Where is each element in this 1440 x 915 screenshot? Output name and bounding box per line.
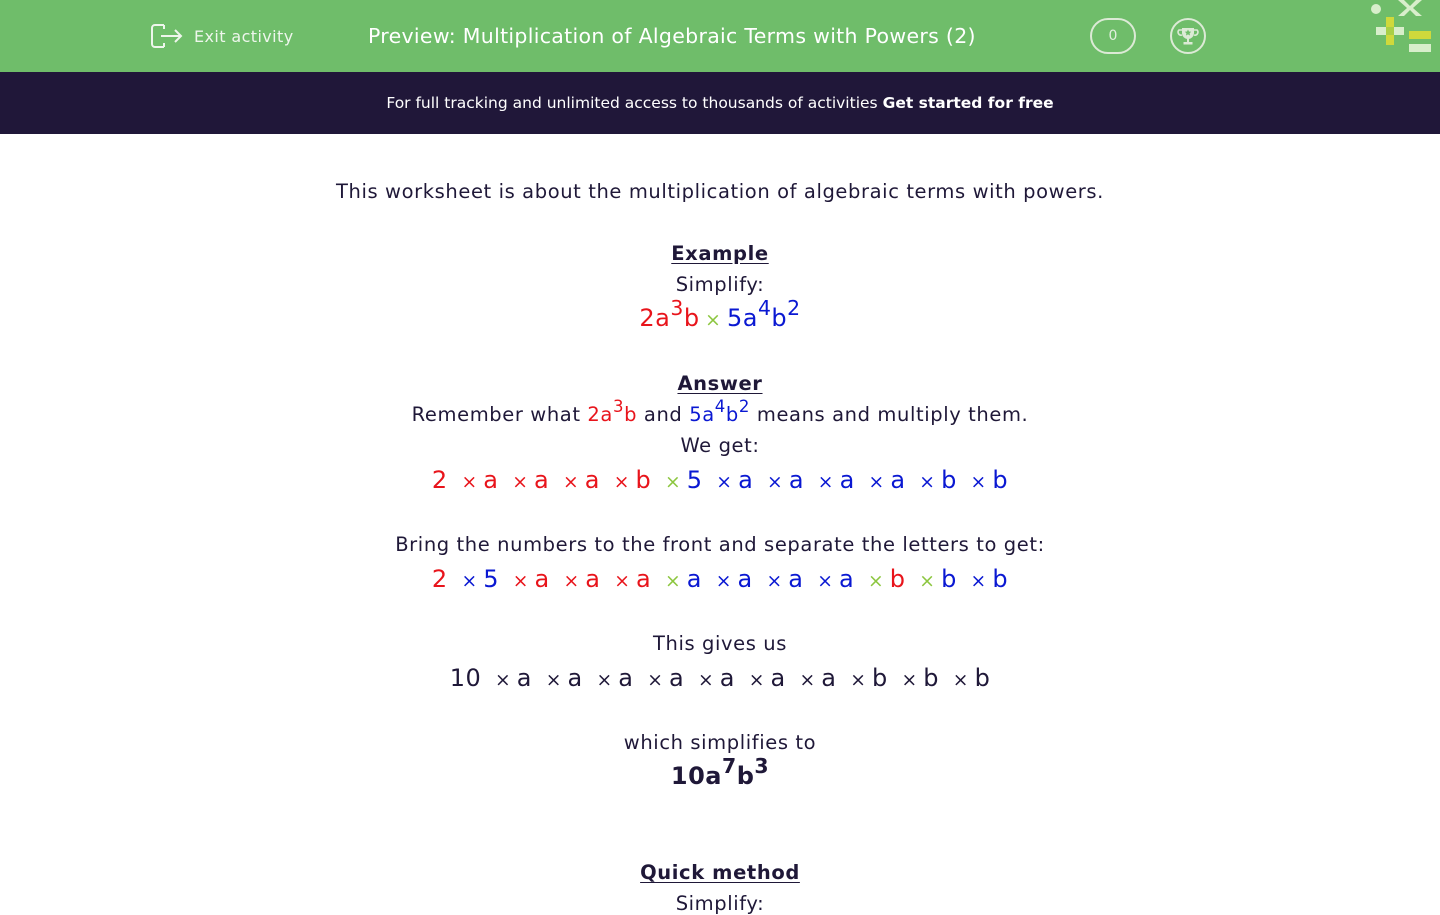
math-token: a: [686, 565, 703, 593]
times-sign: ×: [512, 571, 529, 592]
math-token: b: [974, 664, 991, 692]
times-sign: ×: [817, 472, 834, 493]
times-sign: ×: [647, 670, 664, 691]
times-sign: ×: [817, 571, 834, 592]
math-token: a: [618, 664, 634, 692]
math-token: 2: [431, 466, 448, 494]
trophy-icon: [1177, 25, 1199, 47]
example-heading: Example: [671, 242, 769, 265]
intro-text: This worksheet is about the multiplication of algebraic terms with powers.: [336, 180, 1104, 203]
top-bar: [0, 0, 1440, 72]
gives-text: This gives us: [652, 632, 788, 655]
math-token: a: [636, 565, 652, 593]
times-sign: ×: [596, 670, 613, 691]
times-sign: ×: [799, 670, 816, 691]
times-sign: ×: [767, 472, 784, 493]
times-sign: ×: [664, 472, 682, 493]
times-sign: ×: [850, 670, 867, 691]
times-sign: ×: [562, 472, 580, 493]
math-token: a: [788, 565, 804, 593]
math-token: a: [483, 466, 499, 494]
term-two: $5a^4b^2$: [726, 295, 801, 332]
expanded-expression: [0, 466, 1440, 494]
times-sign: ×: [952, 670, 969, 691]
math-token: a: [585, 565, 601, 593]
bring-text: Bring the numbers to the front and separate the letters to get:: [395, 533, 1045, 556]
exit-activity-button[interactable]: [150, 20, 294, 52]
math-token: a: [839, 466, 855, 494]
math-token: a: [669, 664, 685, 692]
term-one: $2a^3b$: [639, 295, 700, 332]
math-token: a: [584, 466, 600, 494]
simplify-label: Simplify:: [675, 273, 765, 296]
math-token: a: [788, 466, 805, 494]
math-token: a: [533, 466, 550, 494]
times-sign: ×: [563, 571, 580, 592]
math-token: a: [890, 466, 906, 494]
simplifies-text: which simplifies to: [623, 731, 817, 754]
math-token: a: [821, 664, 837, 692]
math-token: a: [839, 565, 855, 593]
math-token: 5: [686, 466, 703, 494]
trophy-button[interactable]: [1170, 18, 1206, 54]
times-sign: ×: [614, 571, 631, 592]
result-expression: $10a^7b^3$: [670, 753, 770, 790]
math-token: a: [738, 466, 754, 494]
math-token: 5: [483, 565, 500, 593]
times-sign: ×: [545, 670, 562, 691]
times-sign: ×: [715, 571, 732, 592]
times-sign: ×: [613, 472, 630, 493]
math-token: b: [941, 565, 957, 593]
rearranged-expression: [0, 565, 1440, 593]
times-sign: ×: [970, 472, 987, 493]
example-expression: $2a^3b \times 5a^4b^2$: [639, 295, 801, 332]
signup-banner: [0, 72, 1440, 134]
quick-simplify-label: Simplify:: [675, 892, 765, 915]
score-badge: 0: [1090, 18, 1136, 54]
math-token: b: [992, 466, 1009, 494]
exit-activity-label: Exit activity: [194, 26, 294, 46]
math-token: b: [923, 664, 940, 692]
logo-icon: [1366, 0, 1440, 56]
math-token: a: [770, 664, 786, 692]
math-token: a: [719, 664, 735, 692]
exit-icon: [150, 21, 184, 51]
times-sign: ×: [919, 571, 936, 592]
math-token: b: [941, 466, 957, 494]
math-token: b: [872, 664, 888, 692]
times-sign: ×: [901, 670, 918, 691]
times-sign: ×: [748, 670, 765, 691]
get-started-link[interactable]: Get started for free: [882, 94, 1054, 112]
times-sign: ×: [868, 571, 885, 592]
math-token: a: [516, 664, 532, 692]
times-sign: ×: [461, 571, 478, 592]
math-token: b: [992, 565, 1009, 593]
math-token: a: [567, 664, 583, 692]
times-sign: ×: [495, 670, 512, 691]
answer-heading: Answer: [677, 372, 763, 395]
math-token: b: [889, 565, 906, 593]
math-token: a: [534, 565, 550, 593]
times-sign: ×: [716, 472, 733, 493]
times-sign: ×: [698, 670, 715, 691]
times-sign: ×: [970, 571, 987, 592]
times-sign: ×: [461, 472, 478, 493]
remember-text: Remember what $2a^3b$ and $5a^4b^2$ means and multiply them.: [411, 396, 1029, 426]
times-sign: ×: [919, 472, 936, 493]
math-token: b: [635, 466, 652, 494]
banner-text: For full tracking and unlimited access to thousands of activities: [386, 94, 878, 112]
times-sign: ×: [766, 571, 783, 592]
we-get-text: We get:: [680, 434, 760, 457]
math-token: 10: [449, 664, 482, 692]
page-title: Preview: Multiplication of Algebraic Terms with Powers (2): [368, 24, 976, 48]
times-sign: ×: [512, 472, 529, 493]
combined-expression: [0, 664, 1440, 692]
times-sign: ×: [868, 472, 885, 493]
math-token: a: [737, 565, 753, 593]
times-sign: ×: [665, 571, 682, 592]
math-token: 2: [431, 565, 448, 593]
quick-method-heading: Quick method: [640, 861, 800, 884]
